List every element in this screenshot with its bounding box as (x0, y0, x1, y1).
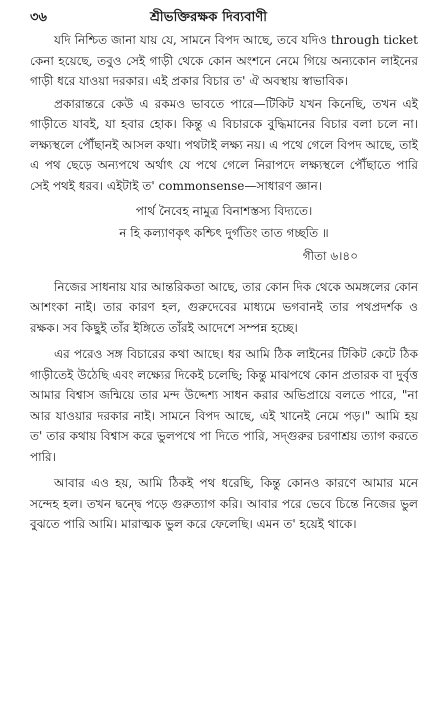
verse-line: পার্থ নৈবেহ নামুত্র বিনাশস্তস্য বিদ্যতে। (135, 204, 313, 218)
verse-block (30, 200, 418, 244)
paragraph (30, 30, 418, 92)
page-number: ৩৬ (30, 10, 47, 25)
paragraph (30, 277, 418, 339)
body-text (30, 30, 418, 535)
verse-line: ন হি কল্যাণকৃৎ কশ্চিৎ দুর্গতিং তাত গচ্ছতি ॥ (119, 226, 329, 240)
paragraph (30, 473, 418, 535)
paragraph-text: এর পরেও সঙ্গ বিচারের কথা আছে। ধর আমি ঠিক লাইনের টিকিট কেটে ঠিক গাড়ীতেই উঠেছি এবং লক্ষ্যের দিকেই চলেছি; কিন্তু মাঝপথে কোন প্রতারক বা দুর্বৃত্ত আমার বিশ্বাস জন্মিয়ে তার মন্দ উদ্দেশ্য সাধন করার অভিপ্রায়ে বলতে পারে, "না আর যাওয়ার দরকার নাই। সামনে বিপদ আছে, এই খানেই নেমে পড়।" আমি হয় ত' তার কথায় বিশ্বাস করে ভুলপথে পা দিতে পারি, সদ্গুরুর চরণাশ্রয় ত্যাগ করতে পারি। (30, 347, 418, 464)
paragraph-text: আবার এও হয়, আমি ঠিকই পথ ধরেছি, কিন্তু কোনও কারণে আমার মনে সন্দেহ হল। তখন দ্বন্দ্বে পড়ে গুরুত্যাগ করি। আবার পরে ভেবে চিন্তে নিজের ভুল বুঝতে পারি আমি। মারাত্মক ভুল করে ফেলেছি। এমন ত' হয়েই থাকে। (30, 476, 418, 531)
paragraph (30, 94, 418, 197)
paragraph-text: যদি নিশ্চিত জানা যায় যে, সামনে বিপদ আছে, তবে যদিও through ticket কেনা হয়েছে, তবুও সেই গাড়ী থেকে কোন অংশনে নেমে গিয়ে অন্যকোন লাইনের গাড়ী ধরে যাওয়া দরকার। এই প্রকার বিচার ত' ঐ অবস্থায় স্বাভাবিক। (30, 33, 418, 88)
verse-reference: গীতা ৬।৪০ (302, 249, 358, 263)
paragraph-text: নিজের সাধনায় যার আন্তরিকতা আছে, তার কোন দিক থেকে অমঙ্গলের কোন আশংকা নাই। তার কারণ হল, গুরুদেবের মাধ্যমে ভগবানই তার পথপ্রদর্শক ও রক্ষক। সব কিছুই তাঁর ইঙ্গিতে তাঁরই আদেশে সম্পন্ন হচ্ছে। (30, 279, 418, 335)
paragraph-text: প্রকারান্তরে কেউ এ রকমও ভাবতে পারে—টিকিট যখন কিনেছি, তখন এই গাড়ীতে যাবই, যা হবার হোক। কিন্তু এ বিচারকে বুদ্ধিমানের বিচার বলা চলে না। লক্ষ্যস্থলে পৌঁছানই আসল কথা। পথটাই লক্ষ্য নয়। এ পথে গেলে বিপদ আছে, তাই এ পথ ছেড়ে অন্যপথে অর্থাৎ যে পথে গেলে নিরাপদে লক্ষ্যস্থলে পৌঁছাতে পারি সেই পথই ধরব। এইটাই ত' commonsense—সাধারণ জ্ঞান। (30, 96, 418, 193)
page-header (30, 8, 418, 30)
paragraph (30, 344, 418, 467)
running-title: শ্রীভক্তিরক্ষক দিব্যবাণী (150, 10, 268, 25)
